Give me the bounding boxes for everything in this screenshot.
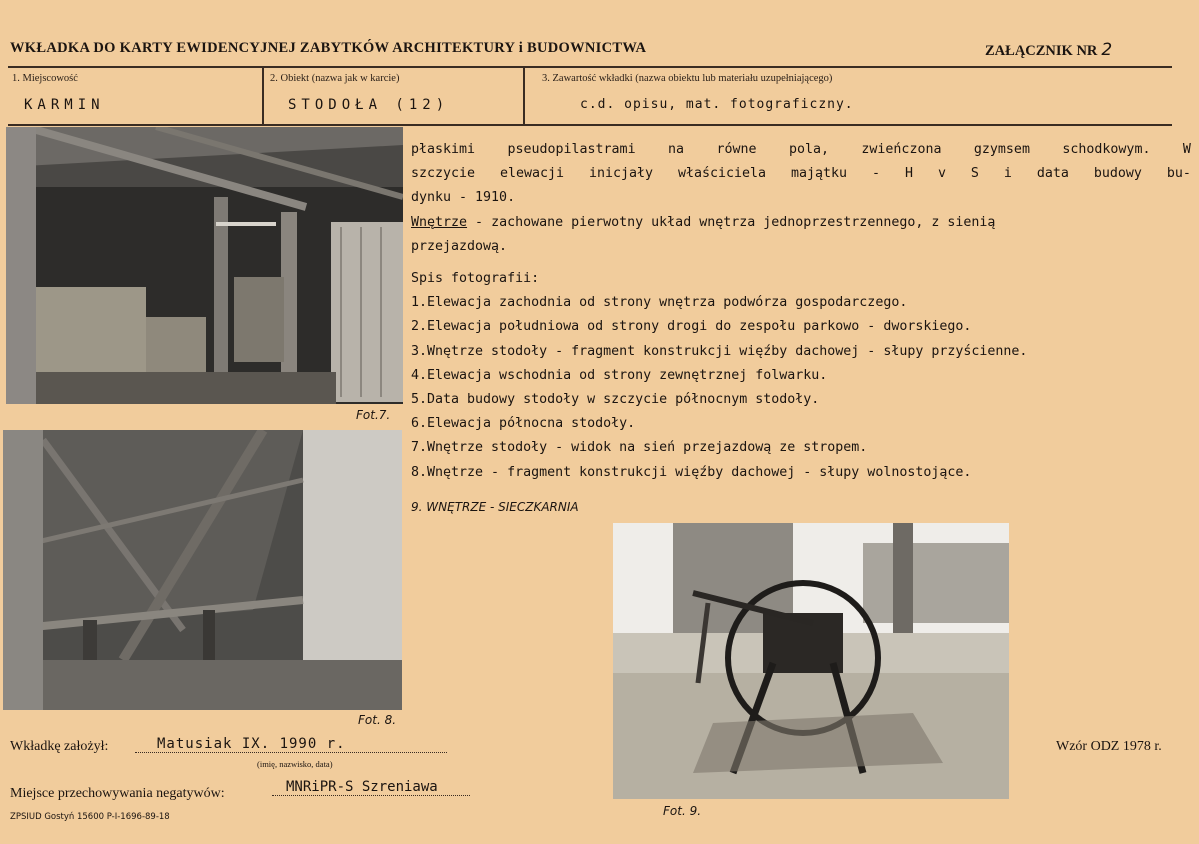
field-object-value: STODOŁA (12) <box>288 97 450 113</box>
text-line: przejazdową. <box>411 238 508 254</box>
field-divider-2 <box>523 68 525 124</box>
storage-label: Miejsce przechowywania negatywów: <box>10 786 225 801</box>
photo-list-item: 1.Elewacja zachodnia od strony wnętrza podwórza gospodarczego. <box>411 295 908 311</box>
text-line: dynku - 1910. <box>411 190 516 206</box>
photo-list-item: 3.Wnętrze stodoły - fragment konstrukcji więźby dachowej - słupy przyścienne. <box>411 343 1028 359</box>
photo-list-item: 6.Elewacja północna stodoły. <box>411 416 636 432</box>
printer-mark: ZPSIUD Gostyń 15600 P-I-1696-89-18 <box>10 812 170 822</box>
author-value: Matusiak IX. 1990 r. <box>135 736 447 753</box>
photo-8-roof-truss <box>3 430 402 710</box>
field-object-label: 2. Obiekt (nazwa jak w karcie) <box>270 73 400 84</box>
text-line: szczycie elewacji inicjały właściciela majątku - H v S i data budowy bu- <box>411 166 1191 182</box>
field-divider-1 <box>262 68 264 124</box>
author-hint: (imię, nazwisko, data) <box>257 759 333 769</box>
form-title: WKŁADKA DO KARTY EWIDENCYJNEJ ZABYTKÓW ARCHITEKTURY i BUDOWNICTWA <box>10 40 647 56</box>
photo-list-item-9-handwritten: 9. WNĘTRZE - SIECZKARNIA <box>411 500 579 514</box>
field-locality-value: KARMIN <box>24 97 105 113</box>
photo-list-item: 4.Elewacja wschodnia od strony zewnętrznej folwarku. <box>411 367 828 383</box>
field-locality-label: 1. Miejscowość <box>12 73 78 84</box>
photo-9-chaff-cutter <box>613 523 1009 799</box>
field-content-value: c.d. opisu, mat. fotograficzny. <box>580 97 854 112</box>
photo-list-item: 2.Elewacja południowa od strony drogi do zespołu parkowo - dworskiego. <box>411 319 972 335</box>
attachment-number: ZAŁĄCZNIK NR 2 <box>985 40 1113 60</box>
text-line: Wnętrze - zachowane pierwotny układ wnętrza jednoprzestrzennego, z sienią <box>411 214 996 230</box>
photo-list-item: 5.Data budowy stodoły w szczycie północnym stodoły. <box>411 392 820 408</box>
header-rule <box>8 66 1172 68</box>
caption-fot-7: Fot.7. <box>356 408 391 422</box>
caption-fot-8: Fot. 8. <box>358 713 397 727</box>
caption-fot-9: Fot. 9. <box>663 804 702 818</box>
text-line: płaskimi pseudopilastrami na równe pola, zwieńczona gzymsem schodkowym. W <box>411 142 1191 157</box>
photo-7-barn-interior <box>6 127 403 404</box>
fields-rule <box>8 124 1172 126</box>
photo-list-title: Spis fotografii: <box>411 271 540 287</box>
field-content-label: 3. Zawartość wkładki (nazwa obiektu lub materiału uzupełniającego) <box>542 73 833 84</box>
storage-value: MNRiPR-S Szreniawa <box>272 779 470 796</box>
interior-heading: Wnętrze <box>411 214 468 230</box>
photo-list-item: 7.Wnętrze stodoły - widok na sień przejazdową ze stropem. <box>411 440 868 456</box>
description-text <box>411 138 1191 485</box>
author-label: Wkładkę założył: <box>10 739 109 754</box>
photo-list-item: 8.Wnętrze - fragment konstrukcji więźby dachowej - słupy wolnostojące. <box>411 464 972 480</box>
pattern-label: Wzór ODZ 1978 r. <box>1056 739 1162 754</box>
